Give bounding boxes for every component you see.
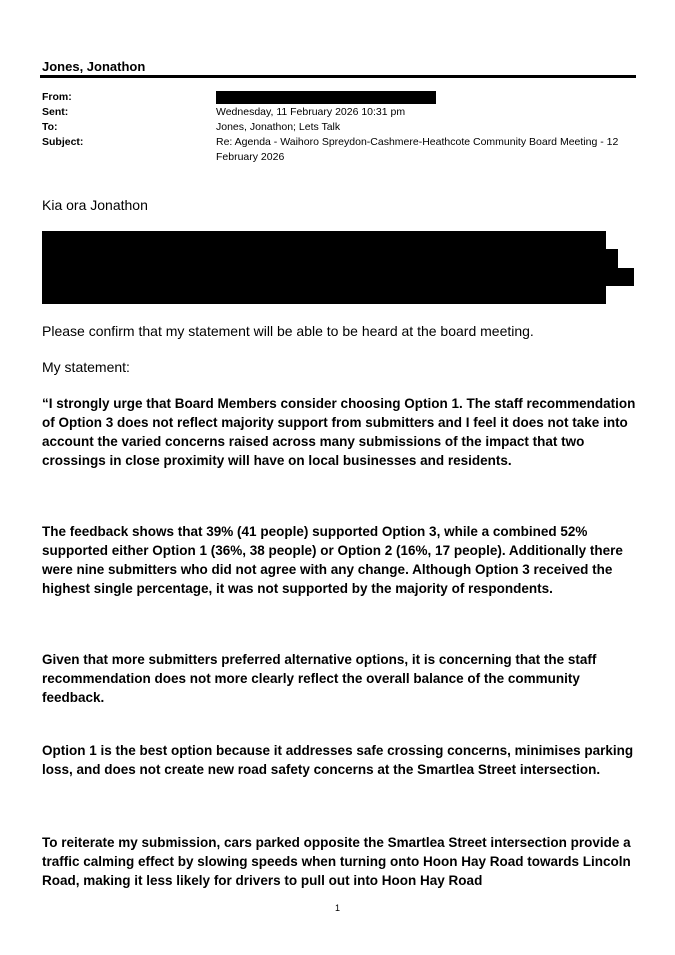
statement-paragraph: To reiterate my submission, cars parked opposite the Smartlea Street intersection provide a traffic calming effect by slowing speeds when turning onto Hoon Hay Road towards Lincoln Road, making it less likely for drivers to pull out into Hoon Hay Road xyxy=(42,835,631,888)
to-row xyxy=(42,120,642,135)
subject-row xyxy=(42,135,642,165)
page-number: 1 xyxy=(334,903,340,913)
statement-paragraph: The feedback shows that 39% (41 people) supported Option 3, while a combined 52% supported either Option 1 (36%, 38 people) or Option 2 (16%, 17 people). Additionally there were nine submitters who did not agree with any change. Although Option 3 received the highest single percentage, it was not supported by the majority of respondents. xyxy=(42,524,623,596)
redaction-block xyxy=(42,286,606,304)
sent-value: Wednesday, 11 February 2026 10:31 pm xyxy=(216,106,406,118)
header-rule xyxy=(40,75,636,78)
confirm-request: Please confirm that my statement will be able to be heard at the board meeting. xyxy=(42,323,534,339)
redaction-block xyxy=(42,249,618,268)
subject-value: Re: Agenda - Waihoro Spreydon-Cashmere-Heathcote Community Board Meeting - 12 February 2026 xyxy=(216,136,619,163)
redaction-block xyxy=(42,268,634,286)
redaction-block xyxy=(42,231,606,249)
redaction-bar xyxy=(216,91,436,104)
sent-row xyxy=(42,105,642,120)
sender-name-header: Jones, Jonathon xyxy=(42,59,146,74)
statement-paragraph: “I strongly urge that Board Members consider choosing Option 1. The staff recommendation of Option 3 does not reflect majority support from submitters and I feel it does not take into account the varied concerns raised across many submissions of the impact that two crossings in close proximity will have on local businesses and residents. xyxy=(42,396,636,468)
statement-paragraph: Option 1 is the best option because it addresses safe crossing concerns, minimises parking loss, and does not create new road safety concerns at the Smartlea Street intersection. xyxy=(42,743,634,777)
statement-label: My statement: xyxy=(42,359,130,375)
greeting: Kia ora Jonathon xyxy=(42,197,148,213)
sent-label: Sent: xyxy=(42,106,69,118)
to-value: Jones, Jonathon; Lets Talk xyxy=(216,121,341,133)
to-label: To: xyxy=(42,121,58,133)
from-label: From: xyxy=(42,91,72,103)
subject-label: Subject: xyxy=(42,136,84,148)
from-value xyxy=(216,90,636,105)
statement-paragraph: Given that more submitters preferred alternative options, it is concerning that the staff recommendation does not more clearly reflect the overall balance of the community feedback. xyxy=(42,652,597,705)
from-row xyxy=(42,90,642,105)
email-metadata xyxy=(42,90,642,165)
